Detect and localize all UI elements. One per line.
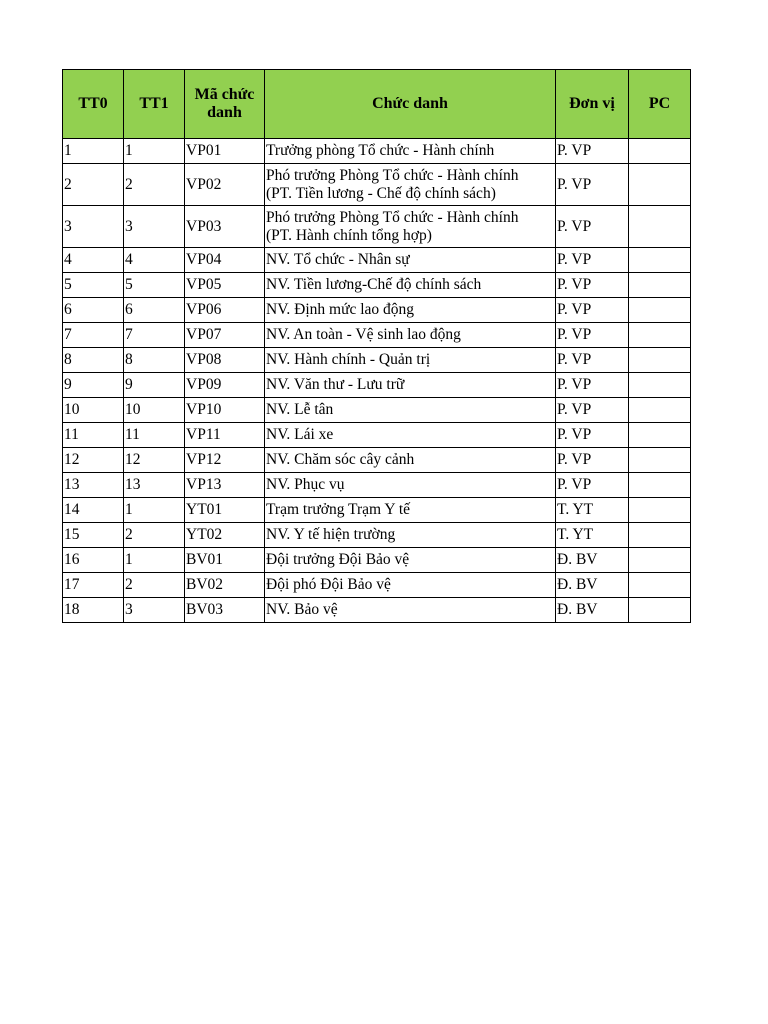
cell-chuc-danh[interactable]: NV. Lễ tân (265, 398, 556, 423)
cell-don-vi[interactable]: Đ. BV (556, 573, 629, 598)
cell-chuc-danh[interactable]: NV. Chăm sóc cây cảnh (265, 448, 556, 473)
cell-don-vi[interactable]: Đ. BV (556, 598, 629, 623)
cell-tt1[interactable]: 1 (124, 139, 185, 164)
cell-tt1[interactable]: 7 (124, 323, 185, 348)
cell-tt1[interactable]: 1 (124, 498, 185, 523)
cell-tt0[interactable]: 10 (63, 398, 124, 423)
cell-pc[interactable] (629, 448, 691, 473)
cell-ma-chuc-danh[interactable]: BV03 (185, 598, 265, 623)
cell-tt0[interactable]: 7 (63, 323, 124, 348)
chuc-danh-line-1: Phó trưởng Phòng Tổ chức - Hành chính (266, 166, 519, 184)
cell-pc[interactable] (629, 348, 691, 373)
cell-chuc-danh[interactable]: Trạm trưởng Trạm Y tế (265, 498, 556, 523)
cell-ma-chuc-danh[interactable]: VP07 (185, 323, 265, 348)
cell-tt0[interactable]: 18 (63, 598, 124, 623)
table-row (63, 523, 691, 548)
table-header (63, 70, 691, 139)
cell-don-vi[interactable]: P. VP (556, 298, 629, 323)
header-pc[interactable]: PC (629, 70, 691, 139)
cell-don-vi[interactable]: Đ. BV (556, 548, 629, 573)
table-row (63, 298, 691, 323)
cell-chuc-danh[interactable]: NV. Lái xe (265, 423, 556, 448)
cell-tt1[interactable]: 8 (124, 348, 185, 373)
cell-tt0[interactable]: 12 (63, 448, 124, 473)
header-tt1[interactable]: TT1 (124, 70, 185, 139)
cell-pc[interactable] (629, 398, 691, 423)
cell-don-vi[interactable]: P. VP (556, 423, 629, 448)
table-row (63, 348, 691, 373)
cell-ma-chuc-danh[interactable]: BV01 (185, 548, 265, 573)
cell-tt0[interactable]: 13 (63, 473, 124, 498)
table-row (63, 373, 691, 398)
cell-chuc-danh[interactable]: NV. Hành chính - Quản trị (265, 348, 556, 373)
cell-tt0[interactable]: 9 (63, 373, 124, 398)
cell-chuc-danh[interactable]: NV. Định mức lao động (265, 298, 556, 323)
cell-ma-chuc-danh[interactable]: VP12 (185, 448, 265, 473)
cell-don-vi[interactable]: P. VP (556, 323, 629, 348)
header-chuc-danh[interactable]: Chức danh (265, 70, 556, 139)
cell-don-vi[interactable]: P. VP (556, 273, 629, 298)
cell-don-vi[interactable]: P. VP (556, 448, 629, 473)
cell-pc[interactable] (629, 598, 691, 623)
chuc-danh-line-2: (PT. Hành chính tổng hợp) (266, 226, 432, 244)
cell-chuc-danh[interactable]: Đội trưởng Đội Bảo vệ (265, 548, 556, 573)
table-row (63, 273, 691, 298)
cell-tt0[interactable]: 2 (63, 164, 124, 206)
table-row (63, 206, 691, 248)
chuc-danh-line-1: Phó trưởng Phòng Tổ chức - Hành chính (266, 208, 519, 226)
cell-don-vi[interactable]: P. VP (556, 373, 629, 398)
cell-ma-chuc-danh[interactable]: BV02 (185, 573, 265, 598)
cell-ma-chuc-danh[interactable]: VP05 (185, 273, 265, 298)
header-row (63, 70, 691, 139)
cell-chuc-danh[interactable]: Trưởng phòng Tổ chức - Hành chính (265, 139, 556, 164)
cell-don-vi[interactable]: P. VP (556, 139, 629, 164)
cell-pc[interactable] (629, 273, 691, 298)
cell-chuc-danh[interactable]: NV. Phục vụ (265, 473, 556, 498)
cell-tt1[interactable]: 1 (124, 548, 185, 573)
table-row (63, 139, 691, 164)
cell-don-vi[interactable]: P. VP (556, 348, 629, 373)
cell-ma-chuc-danh[interactable]: VP04 (185, 248, 265, 273)
table-row (63, 473, 691, 498)
chuc-danh-line-2: (PT. Tiền lương - Chế độ chính sách) (266, 184, 496, 202)
table-row (63, 398, 691, 423)
cell-tt1[interactable]: 11 (124, 423, 185, 448)
cell-ma-chuc-danh[interactable]: VP03 (185, 206, 265, 248)
header-tt0[interactable]: TT0 (63, 70, 124, 139)
cell-chuc-danh[interactable]: NV. Tổ chức - Nhân sự (265, 248, 556, 273)
table-row (63, 548, 691, 573)
cell-tt1[interactable]: 13 (124, 473, 185, 498)
cell-tt0[interactable]: 17 (63, 573, 124, 598)
header-don-vi[interactable]: Đơn vị (556, 70, 629, 139)
cell-tt0[interactable]: 6 (63, 298, 124, 323)
cell-tt1[interactable]: 2 (124, 523, 185, 548)
cell-chuc-danh[interactable]: Đội phó Đội Bảo vệ (265, 573, 556, 598)
cell-don-vi[interactable]: T. YT (556, 498, 629, 523)
cell-tt1[interactable]: 3 (124, 598, 185, 623)
cell-ma-chuc-danh[interactable]: VP13 (185, 473, 265, 498)
cell-pc[interactable] (629, 498, 691, 523)
cell-pc[interactable] (629, 206, 691, 248)
cell-ma-chuc-danh[interactable]: VP11 (185, 423, 265, 448)
cell-pc[interactable] (629, 248, 691, 273)
cell-tt1[interactable]: 2 (124, 573, 185, 598)
cell-tt1[interactable]: 10 (124, 398, 185, 423)
header-ma-chuc-danh[interactable]: Mã chức danh (185, 70, 265, 139)
table-row (63, 573, 691, 598)
cell-tt0[interactable]: 15 (63, 523, 124, 548)
cell-don-vi[interactable]: P. VP (556, 473, 629, 498)
table-body (63, 139, 691, 623)
cell-tt0[interactable]: 14 (63, 498, 124, 523)
cell-chuc-danh[interactable]: NV. Bảo vệ (265, 598, 556, 623)
cell-chuc-danh[interactable]: NV. Văn thư - Lưu trữ (265, 373, 556, 398)
cell-don-vi[interactable]: P. VP (556, 206, 629, 248)
table-row (63, 164, 691, 206)
cell-tt1[interactable]: 5 (124, 273, 185, 298)
cell-chuc-danh[interactable]: NV. An toàn - Vệ sinh lao động (265, 323, 556, 348)
cell-tt0[interactable]: 1 (63, 139, 124, 164)
cell-chuc-danh[interactable]: NV. Y tế hiện trường (265, 523, 556, 548)
table-row (63, 448, 691, 473)
cell-pc[interactable] (629, 298, 691, 323)
cell-tt1[interactable]: 12 (124, 448, 185, 473)
cell-chuc-danh[interactable] (265, 164, 556, 206)
table-row (63, 248, 691, 273)
cell-tt0[interactable]: 5 (63, 273, 124, 298)
cell-don-vi[interactable]: P. VP (556, 398, 629, 423)
table-row (63, 598, 691, 623)
cell-pc[interactable] (629, 423, 691, 448)
cell-ma-chuc-danh[interactable]: VP08 (185, 348, 265, 373)
cell-pc[interactable] (629, 373, 691, 398)
table-row (63, 323, 691, 348)
cell-pc[interactable] (629, 523, 691, 548)
cell-tt1[interactable]: 4 (124, 248, 185, 273)
cell-ma-chuc-danh[interactable]: VP01 (185, 139, 265, 164)
cell-pc[interactable] (629, 548, 691, 573)
cell-tt0[interactable]: 4 (63, 248, 124, 273)
cell-ma-chuc-danh[interactable]: VP10 (185, 398, 265, 423)
cell-don-vi[interactable]: T. YT (556, 523, 629, 548)
cell-pc[interactable] (629, 573, 691, 598)
table-row (63, 498, 691, 523)
cell-ma-chuc-danh[interactable]: YT02 (185, 523, 265, 548)
cell-don-vi[interactable]: P. VP (556, 248, 629, 273)
cell-tt1[interactable]: 3 (124, 206, 185, 248)
cell-tt1[interactable]: 6 (124, 298, 185, 323)
cell-chuc-danh[interactable]: NV. Tiền lương-Chế độ chính sách (265, 273, 556, 298)
cell-chuc-danh[interactable] (265, 206, 556, 248)
cell-pc[interactable] (629, 164, 691, 206)
cell-tt1[interactable]: 9 (124, 373, 185, 398)
table-row (63, 423, 691, 448)
cell-don-vi[interactable]: P. VP (556, 164, 629, 206)
cell-tt0[interactable]: 16 (63, 548, 124, 573)
cell-tt1[interactable]: 2 (124, 164, 185, 206)
cell-tt0[interactable]: 3 (63, 206, 124, 248)
cell-ma-chuc-danh[interactable]: VP09 (185, 373, 265, 398)
cell-ma-chuc-danh[interactable]: VP02 (185, 164, 265, 206)
cell-tt0[interactable]: 8 (63, 348, 124, 373)
cell-ma-chuc-danh[interactable]: YT01 (185, 498, 265, 523)
positions-table (62, 69, 691, 623)
cell-pc[interactable] (629, 323, 691, 348)
cell-pc[interactable] (629, 473, 691, 498)
cell-tt0[interactable]: 11 (63, 423, 124, 448)
cell-pc[interactable] (629, 139, 691, 164)
cell-ma-chuc-danh[interactable]: VP06 (185, 298, 265, 323)
